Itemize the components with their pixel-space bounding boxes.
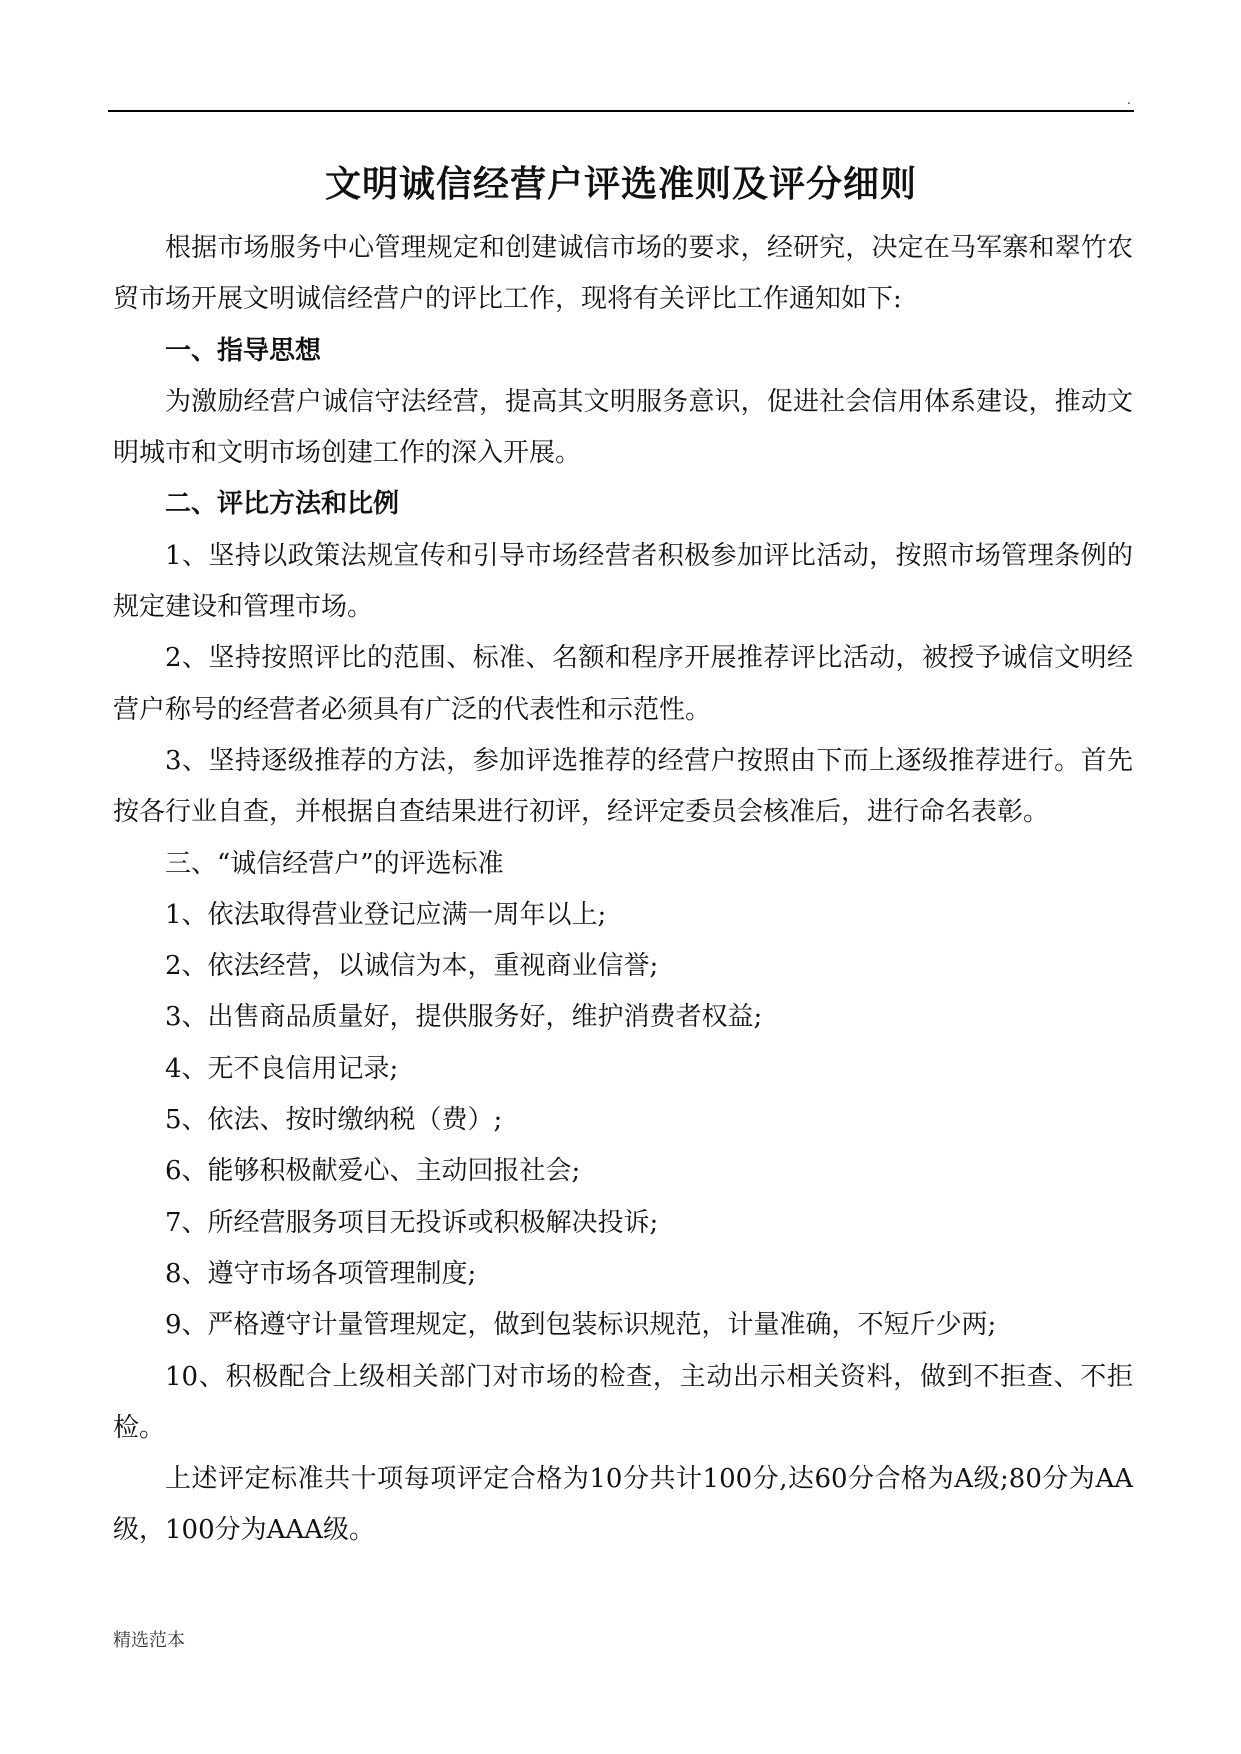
criteria-item: 3、出售商品质量好，提供服务好，维护消费者权益; xyxy=(165,1002,763,1033)
criteria-item: 9、严格遵守计量管理规定，做到包装标识规范，计量准确，不短斤少两; xyxy=(165,1310,997,1341)
criteria-item: 7、所经营服务项目无投诉或积极解决投诉; xyxy=(165,1207,659,1238)
methods-item: 1、坚持以政策法规宣传和引导市场经营者积极参加评比活动，按照市场管理条例的规定建设和管理市场。 xyxy=(113,540,1133,623)
methods-item: 3、坚持逐级推荐的方法，参加评选推荐的经营户按照由下而上逐级推荐进行。首先按各行业自查，并根据自查结果进行初评，经评定委员会核准后，进行命名表彰。 xyxy=(113,745,1133,828)
document-body xyxy=(113,223,1133,1557)
criteria-item: 10、积极配合上级相关部门对市场的检查，主动出示相关资料，做到不拒查、不拒检。 xyxy=(113,1361,1133,1443)
document-title: 文明诚信经营户评选准则及评分细则 xyxy=(324,163,917,205)
header-rule xyxy=(108,110,1134,112)
section-heading-guiding-ideology: 一、指导思想 xyxy=(165,335,322,366)
criteria-item: 8、遵守市场各项管理制度; xyxy=(165,1258,477,1289)
methods-item: 2、坚持按照评比的范围、标准、名额和程序开展推荐评比活动，被授予诚信文明经营户称号的经营者必须具有广泛的代表性和示范性。 xyxy=(113,643,1133,725)
criteria-item: 2、依法经营，以诚信为本，重视商业信誉; xyxy=(165,951,659,982)
criteria-item: 1、依法取得营业登记应满一周年以上; xyxy=(165,899,607,930)
header-dot: . xyxy=(1127,93,1131,107)
section-heading-methods: 二、评比方法和比例 xyxy=(165,489,400,520)
criteria-item: 4、无不良信用记录; xyxy=(165,1053,399,1084)
summary-paragraph: 上述评定标准共十项每项评定合格为10分共计100分,达60分合格为A级;80分为AA级，100分为AAA级。 xyxy=(113,1464,1133,1546)
criteria-item: 6、能够积极献爱心、主动回报社会; xyxy=(165,1156,581,1187)
section-paragraph-guiding-ideology: 为激励经营户诚信守法经营，提高其文明服务意识，促进社会信用体系建设，推动文明城市和文明市场创建工作的深入开展。 xyxy=(113,386,1133,469)
footer-label: 精选范本 xyxy=(113,1630,185,1651)
intro-paragraph: 根据市场服务中心管理规定和创建诚信市场的要求，经研究，决定在马军寨和翠竹农贸市场开展文明诚信经营户的评比工作，现将有关评比工作通知如下: xyxy=(113,233,1133,315)
criteria-item: 5、依法、按时缴纳税（费）; xyxy=(165,1105,503,1136)
section-heading-criteria: 三、“诚信经营户”的评选标准 xyxy=(165,848,504,879)
